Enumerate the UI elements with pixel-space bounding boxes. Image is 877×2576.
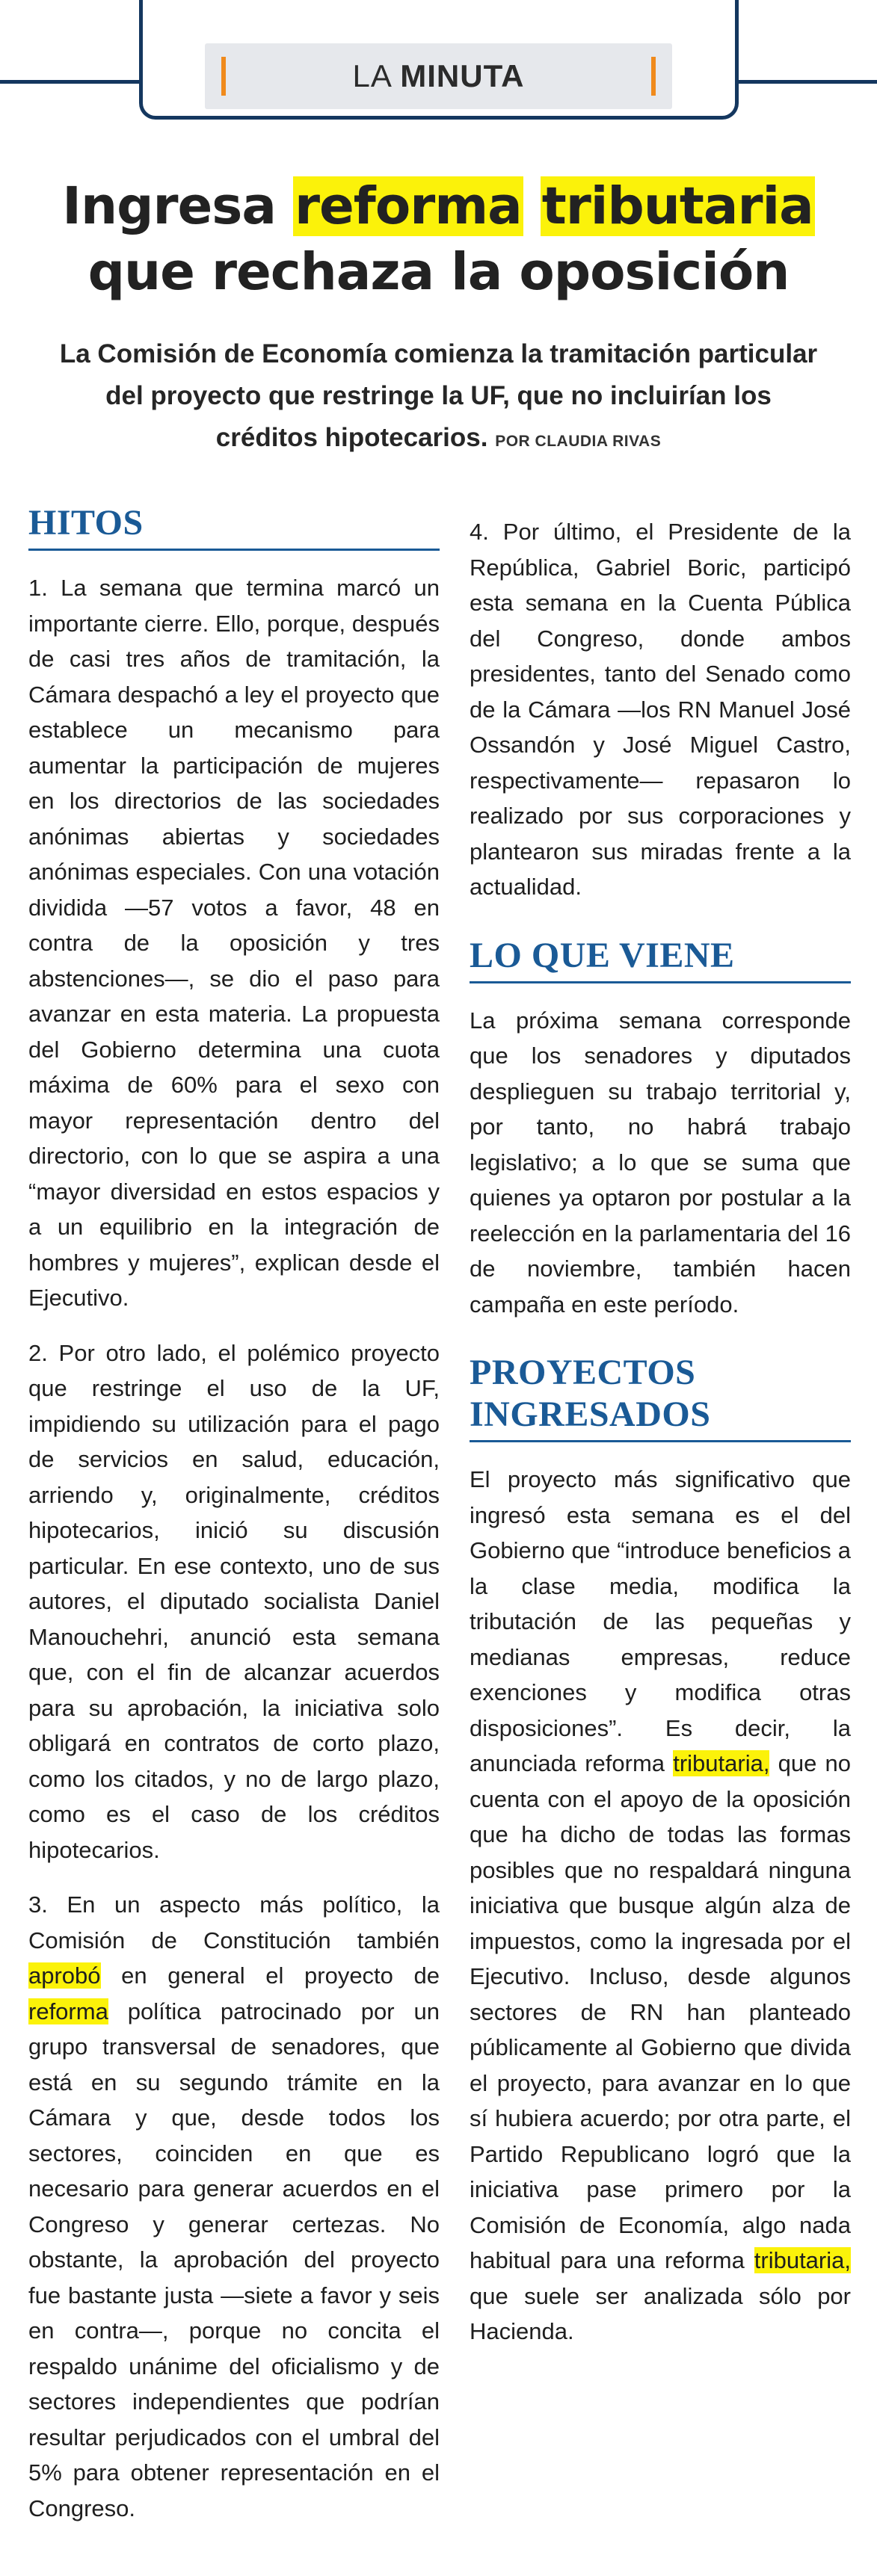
highlighted-word: tributaria, xyxy=(754,2247,851,2273)
proyectos-text: que suele ser analizada sólo por Hacienda. xyxy=(470,2282,851,2344)
lo-que-viene-paragraph: La próxima semana corresponde que los senadores y diputados desplieguen su trabajo territorial y, por tanto, no habrá trabajo legislativo; a lo que se suma que quienes ya optaron por postular a la reelección en la parlamentaria del 16 de noviembre, también hacen campaña en este período. xyxy=(470,1007,851,1318)
proyectos-text: que no cuenta con el apoyo de la oposición que ha dicho de todas las formas posibles que no respaldará ninguna iniciativa que busque algún alza de impuestos, como la ingresada por el Ejecutivo. Incluso, desde algunos sectores de RN han planteado públicamente al Gobierno que divida el proyecto, para avanzar en lo que sí hubiera acuerdo; por otra parte, el Partido Republicano logró que la iniciativa pase primero por la Comisión de Economía, algo nada habitual para una reforma xyxy=(470,1750,851,2273)
section-label-bold: MINUTA xyxy=(400,58,525,93)
section-title-lo-que-viene: LO QUE VIENE xyxy=(470,935,735,975)
section-divider xyxy=(470,1440,851,1442)
section-title-hitos: HITOS xyxy=(28,503,144,543)
proyectos-text: El proyecto más significativo que ingresó esta semana es el del Gobierno que “introduce beneficios a la clase media, modifica la tributación de las pequeñas y medianas empresas, reduce exenciones y modifica otras disposiciones”. xyxy=(470,1466,851,1741)
headline-highlight: reforma xyxy=(294,176,522,236)
left-column xyxy=(28,502,440,2526)
hito-text: 3. En un aspecto más político, la Comisión de Constitución también xyxy=(28,1891,440,1953)
highlighted-word: tributaria, xyxy=(673,1750,770,1776)
headline-highlight: tributaria xyxy=(541,176,813,236)
headline-text: Ingresa xyxy=(62,176,276,236)
section-label xyxy=(205,43,672,109)
highlighted-word: reforma xyxy=(28,1998,108,2024)
section-divider xyxy=(470,981,851,983)
hito-paragraph: 1. La semana que termina marcó un importante cierre. Ello, porque, después de casi tres años de tramitación, la Cámara despachó a ley el proyecto que establece un mecanismo para aumentar la participación de mujeres en los directorios de las sociedades anónimas abiertas y sociedades anónimas especiales. Con una votación dividida —57 votos a favor, 48 en contra de la oposición y tres abstenciones—, se dio el paso para avanzar en esta materia. La propuesta del Gobierno determina una cuota máxima de 60% para el sexo con mayor representación dentro del directorio, con lo que se aspira a una “mayor diversidad en estos espacios y a un equilibrio en la integración de hombres y mujeres”, explican desde el Ejecutivo. xyxy=(28,575,440,1311)
byline: POR CLAUDIA RIVAS xyxy=(495,433,662,450)
section-title-proyectos: PROYECTOS INGRESADOS xyxy=(470,1353,711,1434)
hito-text: en general el proyecto de xyxy=(121,1962,440,1989)
hito-paragraph: 4. Por último, el Presidente de la República, Gabriel Boric, participó esta semana en la Cuenta Pública del Congreso, donde ambos presidentes, tanto del Senado como de la Cámara —los RN Manuel José Ossandón y José Miguel Castro, respectivamente— repasaron lo realizado por sus corporaciones y plantearon sus miradas frente a la actualidad. xyxy=(470,519,851,900)
headline-text: que rechaza la oposición xyxy=(87,242,790,302)
hito-paragraph xyxy=(28,1887,440,2526)
section-lo-que-viene xyxy=(470,935,851,1323)
highlighted-word: aprobó xyxy=(28,1962,101,1989)
section-label-prefix: LA xyxy=(352,58,391,93)
right-column xyxy=(470,514,851,2350)
hito-paragraph: 2. Por otro lado, el polémico proyecto que restringe el uso de la UF, impidiendo su utilización para el pago de servicios en salud, educación, arriendo y, originalmente, créditos hipotecarios, inició su discusión particular. En ese contexto, uno de sus autores, el diputado socialista Daniel Manouchehri, anunció esta semana que, con el fin de alcanzar acuerdos para su aprobación, la iniciativa solo obligará en contratos de corto plazo, como los citados, y no de largo plazo, como es el caso de los créditos hipotecarios. xyxy=(28,1339,440,1863)
header-rule-left xyxy=(0,80,139,84)
headline xyxy=(22,173,855,305)
section-tab xyxy=(205,43,672,109)
proyectos-paragraph xyxy=(470,1462,851,2350)
header-rule-right xyxy=(739,80,877,84)
subheadline-text: La Comisión de Economía comienza la tramitación particular del proyecto que restringe la UF, que no incluirían los créditos hipotecarios. xyxy=(59,339,818,452)
section-divider xyxy=(28,549,440,551)
proyectos-text: Es decir, la anunciada reforma xyxy=(470,1714,851,1776)
hito-text: política patrocinado por un grupo transversal de senadores, que está en su segundo trámite en la Cámara y que, desde todos los sectores, coinciden en que es necesario para generar acuerdos en el Congreso y generar certezas. No obstante, la aprobación del proyecto fue bastante justa —siete a favor y seis en contra—, porque no concita el respaldo unánime del oficialismo y de sectores independientes que podrían resultar perjudicados con el umbral del 5% para obtener representación en el Congreso. xyxy=(28,1998,440,2521)
subheadline xyxy=(52,333,825,463)
tab-accent-right xyxy=(651,57,656,96)
section-proyectos xyxy=(470,1352,851,2350)
